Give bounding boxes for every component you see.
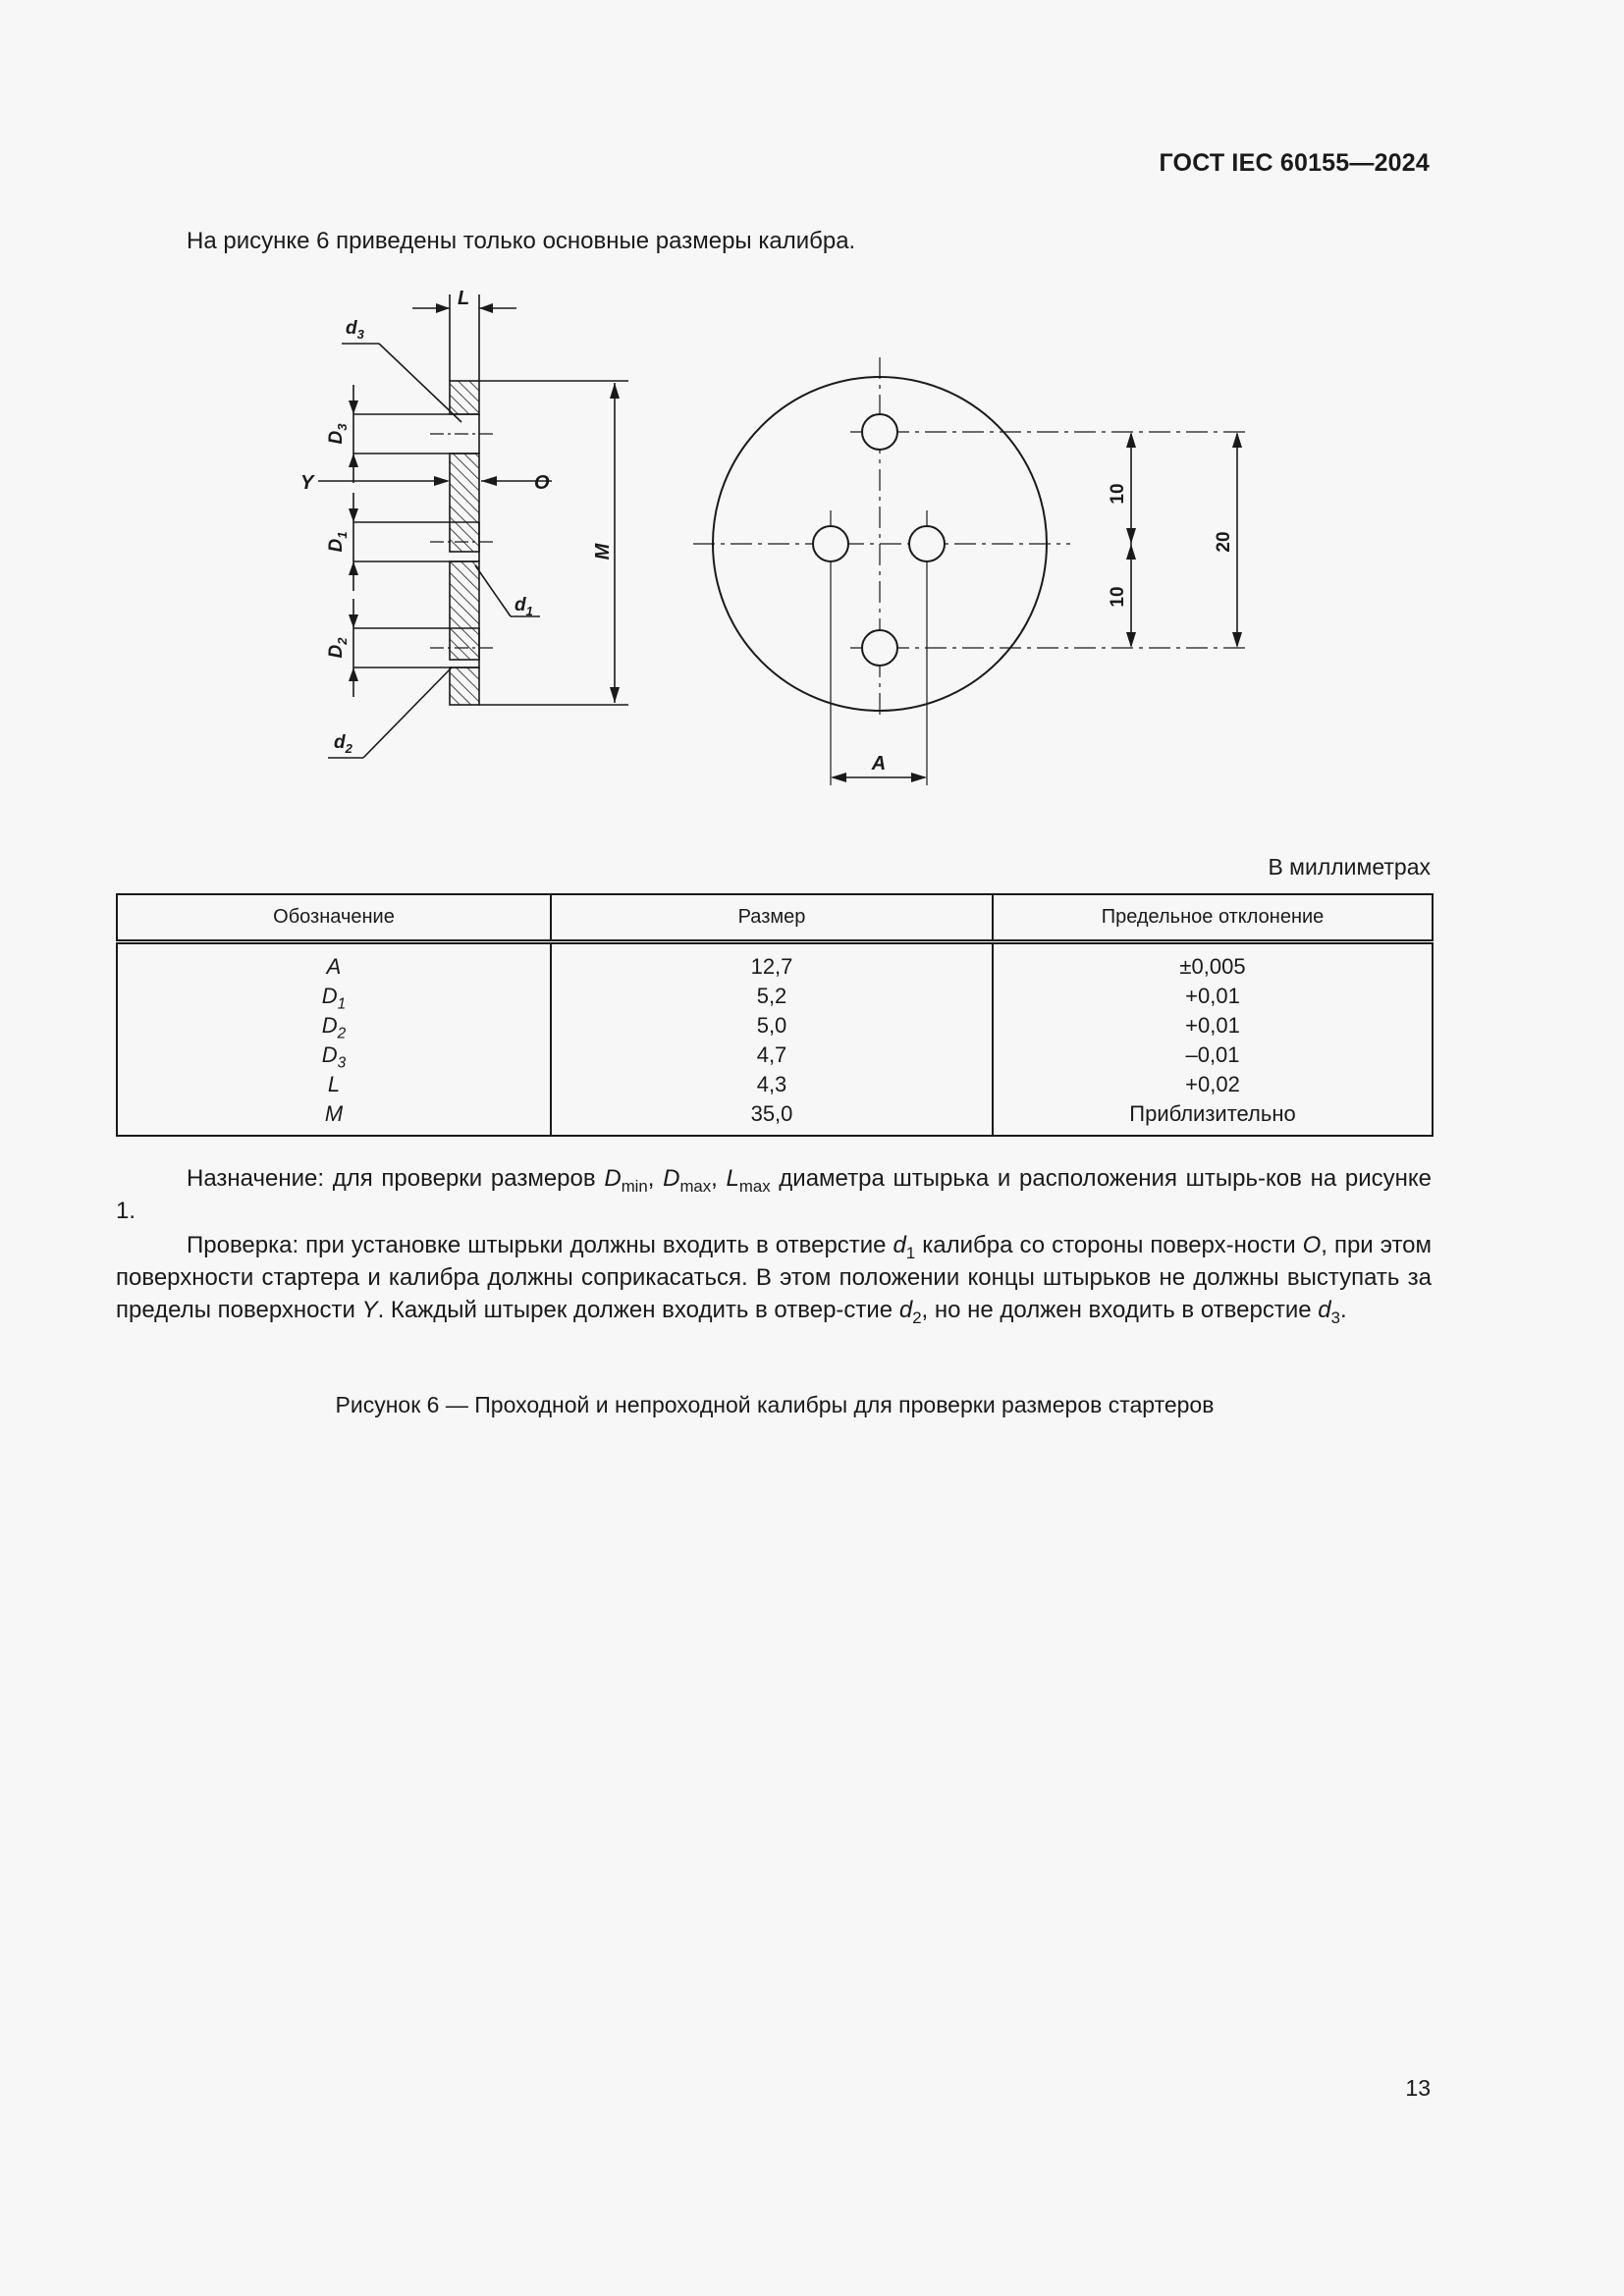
plate-segment-middle: [450, 454, 479, 552]
gauge-figure: [285, 275, 1267, 805]
designation-column: [117, 942, 551, 1137]
label-d1: $d_1$: [514, 595, 533, 618]
label-D3: $D_3$: [326, 423, 350, 445]
label-M: M: [592, 543, 614, 561]
hole-left: [813, 526, 848, 561]
dim-10-top: 10: [1108, 483, 1128, 505]
figure-caption: Рисунок 6 — Проходной и непроходной калибры для проверки размеров стартеров: [335, 1392, 1215, 1417]
label-d2: $d_2$: [334, 732, 352, 756]
size-cell: 5,0: [756, 1013, 787, 1038]
size-cell: 12,7: [750, 954, 793, 979]
designation-cell: $D_3$: [321, 1042, 347, 1072]
deviation-cell: +0,02: [1185, 1072, 1240, 1096]
deviation-cell: +0,01: [1185, 984, 1240, 1008]
col-header-deviation: Предельное отклонение: [993, 894, 1433, 942]
purpose-paragraph: Назначение: для проверки размеров $D_{min}$, $D_{max}$, $L_{max}$ диаметра штырька и расположения штырь-ков на рисунке 1.: [116, 1165, 1433, 1224]
intro-text: На рисунке 6 приведены только основные размеры калибра.: [187, 228, 856, 254]
label-Y: Y: [300, 472, 314, 494]
size-cell: 4,3: [756, 1072, 787, 1096]
deviation-cell: +0,01: [1185, 1013, 1240, 1038]
deviation-column: [993, 942, 1433, 1137]
label-d3: $d_3$: [346, 318, 364, 342]
label-D2: $D_2$: [326, 637, 350, 659]
designation-cell: M: [324, 1101, 344, 1126]
standard-header: ГОСТ IEC 60155—2024: [1159, 149, 1430, 177]
deviation-cell: ±0,005: [1179, 954, 1246, 979]
units-note: В миллиметрах: [1268, 854, 1431, 880]
side-view: [318, 294, 628, 758]
hole-bottom: [862, 630, 897, 666]
designation-cell: A: [326, 954, 342, 979]
label-A: A: [871, 753, 887, 774]
plate-segment-lower: [450, 561, 479, 660]
label-D1: $D_1$: [326, 531, 350, 553]
label-L: L: [458, 288, 470, 309]
size-cell: 35,0: [750, 1101, 793, 1126]
table-body: [117, 942, 1433, 1137]
col-header-designation: Обозначение: [117, 894, 551, 942]
dim-20: 20: [1214, 531, 1234, 553]
hole-right: [909, 526, 945, 561]
check-paragraph: Проверка: при установке штырьки должны входить в отверстие $d_1$ калибра со стороны поверх-ности O, при этом поверхности стартера и калибра должны соприкасаться. В этом положении концы штырьков не должны выступать за пределы поверхности Y. Каждый штырек должен входить в отвер-стие $d_2$, но не должен входить в отверстие $d_3$.: [116, 1232, 1433, 1327]
deviation-cell: Приблизительно: [1129, 1101, 1296, 1126]
designation-cell: L: [327, 1072, 341, 1096]
dim-10-bottom: 10: [1108, 586, 1128, 608]
designation-cell: $D_1$: [321, 984, 347, 1013]
deviation-cell: –0,01: [1185, 1042, 1240, 1067]
size-column: [551, 942, 993, 1137]
plate-segment-top: [450, 381, 479, 414]
hole-top: [862, 414, 897, 450]
page-number: 13: [1405, 2075, 1431, 2101]
size-cell: 5,2: [756, 984, 787, 1008]
size-cell: 4,7: [756, 1042, 787, 1067]
plate-segment-bottom: [450, 667, 479, 705]
front-view: [693, 357, 1247, 785]
dimensions-table: [116, 893, 1434, 1137]
col-header-size: Размер: [551, 894, 993, 942]
label-O: O: [534, 472, 550, 494]
designation-cell: $D_2$: [321, 1013, 347, 1042]
